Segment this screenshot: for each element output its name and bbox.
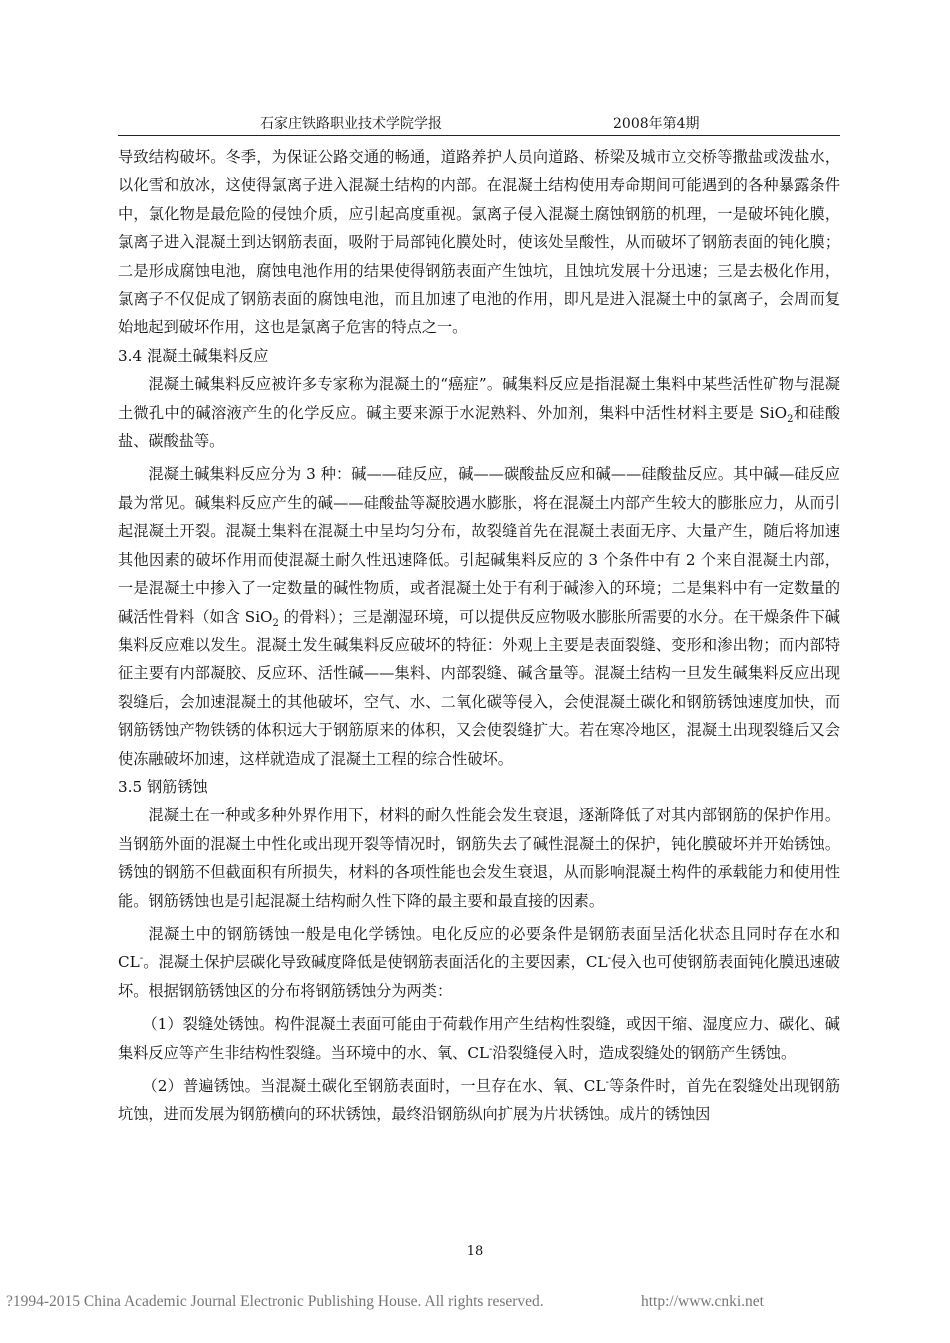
paragraph: 混凝土碱集料反应分为 3 种：碱——硅反应，碱——碳酸盐反应和碱——硅酸盐反应。其中碱—硅反应最为常见。碱集料反应产生的碱——硅酸盐等凝胶遇水膨胀，将在混凝土内部产生较大的膨胀应力，从而引起混凝土开裂。混凝土集料在混凝土中呈均匀分布，故裂缝首先在混凝土表面无序、大量产生，随后将加速其他因素的破坏作用而使混凝土耐久性迅速降低。引起碱集料反应的 3 个条件中有 2 个来自混凝土内部，一是混凝土中掺入了一定数量的碱性物质，或者混凝土处于有利于碱渗入的环境；二是集料中有一定数量的碱活性骨料（如含 SiO$_2$ 的骨料）；三是潮湿环境，可以提供反应物吸水膨胀所需要的水分。在干燥条件下碱集料反应难以发生。混凝土发生碱集料反应破坏的特征：外观上主要是表面裂缝、变形和渗出物；而内部特征主要有内部凝胶、反应环、活性碱——集料、内部裂缝、碱含量等。混凝土结构一旦发生碱集料反应出现裂缝后，会加速混凝土的其他破坏，空气、水、二氧化碳等侵入，会使混凝土碳化和钢筋锈蚀速度加快，而钢筋锈蚀产物铁锈的体积远大于钢筋原来的体积，又会使裂缝扩大。若在寒冷地区，混凝土出现裂缝后又会使冻融破坏加速，这样就造成了混凝土工程的综合性破坏。: [118, 465, 840, 768]
list-item-1: （1）裂缝处锈蚀。构件混凝土表面可能由于荷载作用产生结构性裂缝，或因干缩、湿度应力、碳化、碱集料反应等产生非结构性裂缝。当环境中的水、氧、CL-沿裂缝侵入时，造成裂缝处的钢筋产生锈蚀。: [118, 1015, 840, 1062]
footer-url[interactable]: http://www.cnki.net: [641, 1293, 764, 1310]
page-number: 18: [466, 1244, 484, 1259]
section-heading-3-5: 3.5 钢筋锈蚀: [118, 777, 208, 796]
issue-label: 2008年第4期: [613, 116, 700, 132]
running-header: [120, 113, 840, 133]
paragraph: 混凝土中的钢筋锈蚀一般是电化学锈蚀。电化反应的必要条件是钢筋表面呈活化状态且同时存在水和 CL-。混凝土保护层碳化导致碱度降低是使钢筋表面活化的主要因素，CL-侵入也可使钢筋表面钝化膜迅速破坏。根据钢筋锈蚀区的分布将钢筋锈蚀分为两类：: [118, 924, 840, 1000]
paragraph-continued: 导致结构破坏。冬季，为保证公路交通的畅通，道路养护人员向道路、桥梁及城市立交桥等撒盐或泼盐水，以化雪和放冰，这使得氯离子进入混凝土结构的内部。在混凝土结构使用寿命期间可能遇到的各种暴露条件中，氯化物是最危险的侵蚀介质，应引起高度重视。氯离子侵入混凝土腐蚀钢筋的机理，一是破坏钝化膜，氯离子进入混凝土到达钢筋表面，吸附于局部钝化膜处时，使该处呈酸性，从而破坏了钢筋表面的钝化膜；二是形成腐蚀电池，腐蚀电池作用的结果使得钢筋表面产生蚀坑，且蚀坑发展十分迅速；三是去极化作用，氯离子不仅促成了钢筋表面的腐蚀电池，而且加速了电池的作用，即凡是进入混凝土中的氯离子，会周而复始地起到破坏作用，这也是氯离子危害的特点之一。: [118, 148, 840, 337]
journal-title: 石家庄铁路职业技术学院学报: [260, 116, 442, 132]
article-body: [118, 143, 840, 1129]
copyright-notice: ?1994-2015 China Academic Journal Electronic Publishing House. All rights reserved.: [6, 1293, 544, 1310]
header-rule: [118, 135, 840, 136]
paragraph: 混凝土碱集料反应被许多专家称为混凝土的“癌症”。碱集料反应是指混凝土集料中某些活性矿物与混凝土微孔中的碱溶液产生的化学反应。碱主要来源于水泥熟料、外加剂，集料中活性材料主要是 SiO$_2$和硅酸盐、碳酸盐等。: [118, 375, 841, 451]
list-item-2: （2）普遍锈蚀。当混凝土碳化至钢筋表面时，一旦存在水、氧、CL-等条件时，首先在裂缝处出现钢筋坑蚀，进而发展为钢筋横向的环状锈蚀，最终沿钢筋纵向扩展为片状锈蚀。成片的锈蚀因: [118, 1076, 841, 1124]
footer: [6, 1293, 946, 1311]
paragraph: 混凝土在一种或多种外界作用下，材料的耐久性能会发生衰退，逐渐降低了对其内部钢筋的保护作用。当钢筋外面的混凝土中性化或出现开裂等情况时，钢筋失去了碱性混凝土的保护，钝化膜破坏并开始锈蚀。锈蚀的钢筋不但截面积有所损失，材料的各项性能也会发生衰退，从而影响混凝土构件的承载能力和使用性能。钢筋锈蚀也是引起混凝土结构耐久性下降的最主要和最直接的因素。: [118, 806, 840, 910]
section-heading-3-4: 3.4 混凝土碱集料反应: [118, 346, 269, 365]
